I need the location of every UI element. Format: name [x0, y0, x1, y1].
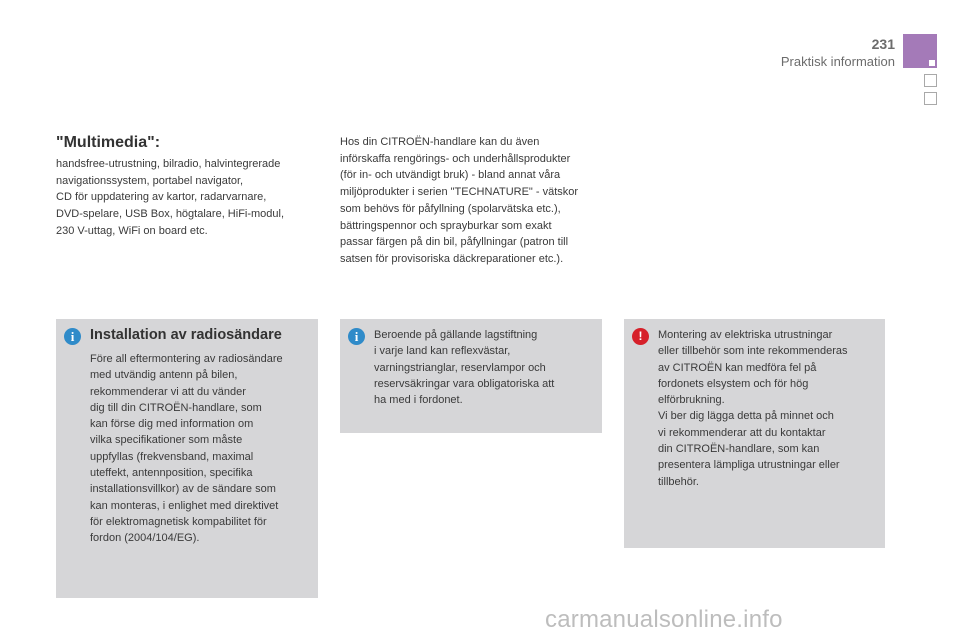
text-line: DVD-spelare, USB Box, högtalare, HiFi-modul, [56, 208, 285, 221]
text-line: din CITROËN-handlare, som kan [658, 443, 820, 456]
electrical-warning-box [624, 319, 885, 548]
text-line: reservsäkringar vara obligatoriska att [374, 377, 555, 390]
text-line: Hos din CITROËN-handlare kan du även [340, 136, 540, 148]
text-line: presentera lämpliga utrustningar eller [658, 459, 840, 472]
tab-marker-icon [929, 60, 935, 66]
text-line: Vi ber dig lägga detta på minnet och [658, 410, 834, 423]
radio-installation-text [90, 351, 315, 547]
text-line: navigationssystem, portabel navigator, [56, 174, 244, 187]
legal-equipment-text [374, 327, 599, 408]
text-line: ha med i fordonet. [374, 394, 463, 407]
text-line: 230 V-uttag, WiFi on board etc. [56, 224, 208, 237]
text-line: vilka specifikationer som måste [90, 434, 243, 447]
warning-icon: ! [632, 328, 649, 345]
radio-installation-title: Installation av radiosändare [90, 327, 282, 343]
dealer-text [340, 134, 610, 268]
text-line: Beroende på gällande lagstiftning [374, 329, 538, 341]
text-line: passar färgen på din bil, påfyllningar (patron till [340, 236, 569, 249]
text-line: rekommenderar vi att du vänder [90, 385, 246, 398]
text-line: varningstrianglar, reservlampor och [374, 361, 546, 374]
text-line: uteffekt, antennposition, specifika [90, 467, 253, 480]
text-line: installationsvillkor) av de sändare som [90, 483, 276, 496]
text-line: dig till din CITROËN-handlare, som [90, 401, 262, 414]
text-line: fordon (2004/104/EG). [90, 532, 200, 545]
text-line: tillbehör. [658, 475, 699, 488]
text-line: kan monteras, i enlighet med direktivet [90, 499, 279, 512]
section-tab-empty [924, 74, 937, 87]
text-line: kan förse dig med information om [90, 418, 254, 431]
text-line: Montering av elektriska utrustningar [658, 329, 833, 341]
text-line: satsen för provisoriska däckreparationer etc.). [340, 252, 564, 265]
text-line: i varje land kan reflexvästar, [374, 345, 511, 358]
text-line: vi rekommenderar att du kontaktar [658, 426, 826, 439]
text-line: CD för uppdatering av kartor, radarvarnare, [56, 191, 267, 204]
text-line: fordonets elsystem och för hög [658, 377, 809, 390]
radio-installation-box [56, 319, 318, 598]
text-line: uppfyllas (frekvensband, maximal [90, 450, 254, 463]
info-icon: i [348, 328, 365, 345]
text-line: elförbrukning. [658, 394, 725, 407]
text-line: eller tillbehör som inte rekommenderas [658, 345, 848, 358]
watermark: carmanualsonline.info [545, 606, 783, 633]
text-line: (för in- och utvändigt bruk) - bland annat våra [340, 169, 561, 182]
section-tab-active [903, 34, 937, 68]
text-line: av CITROËN kan medföra fel på [658, 361, 817, 374]
text-line: med utvändig antenn på bilen, [90, 369, 238, 382]
text-line: införskaffa rengörings- och underhållsprodukter [340, 152, 571, 165]
text-line: bättringspennor och sprayburkar som exakt [340, 219, 552, 232]
multimedia-text [56, 156, 326, 240]
page-number: 231 [871, 36, 895, 52]
text-line: miljöprodukter i serien "TECHNATURE" - vätskor [340, 186, 579, 199]
text-line: som behövs för påfyllning (spolarvätska etc.), [340, 202, 561, 215]
section-tab-empty [924, 92, 937, 105]
multimedia-heading: "Multimedia": [56, 134, 161, 151]
text-line: Före all eftermontering av radiosändare [90, 353, 283, 365]
text-line: för elektromagnetisk kompabilitet för [90, 515, 267, 528]
legal-equipment-box [340, 319, 602, 433]
text-line: handsfree-utrustning, bilradio, halvintegrerade [56, 158, 281, 170]
electrical-warning-text [658, 327, 883, 490]
section-name: Praktisk information [780, 54, 895, 69]
info-icon: i [64, 328, 81, 345]
